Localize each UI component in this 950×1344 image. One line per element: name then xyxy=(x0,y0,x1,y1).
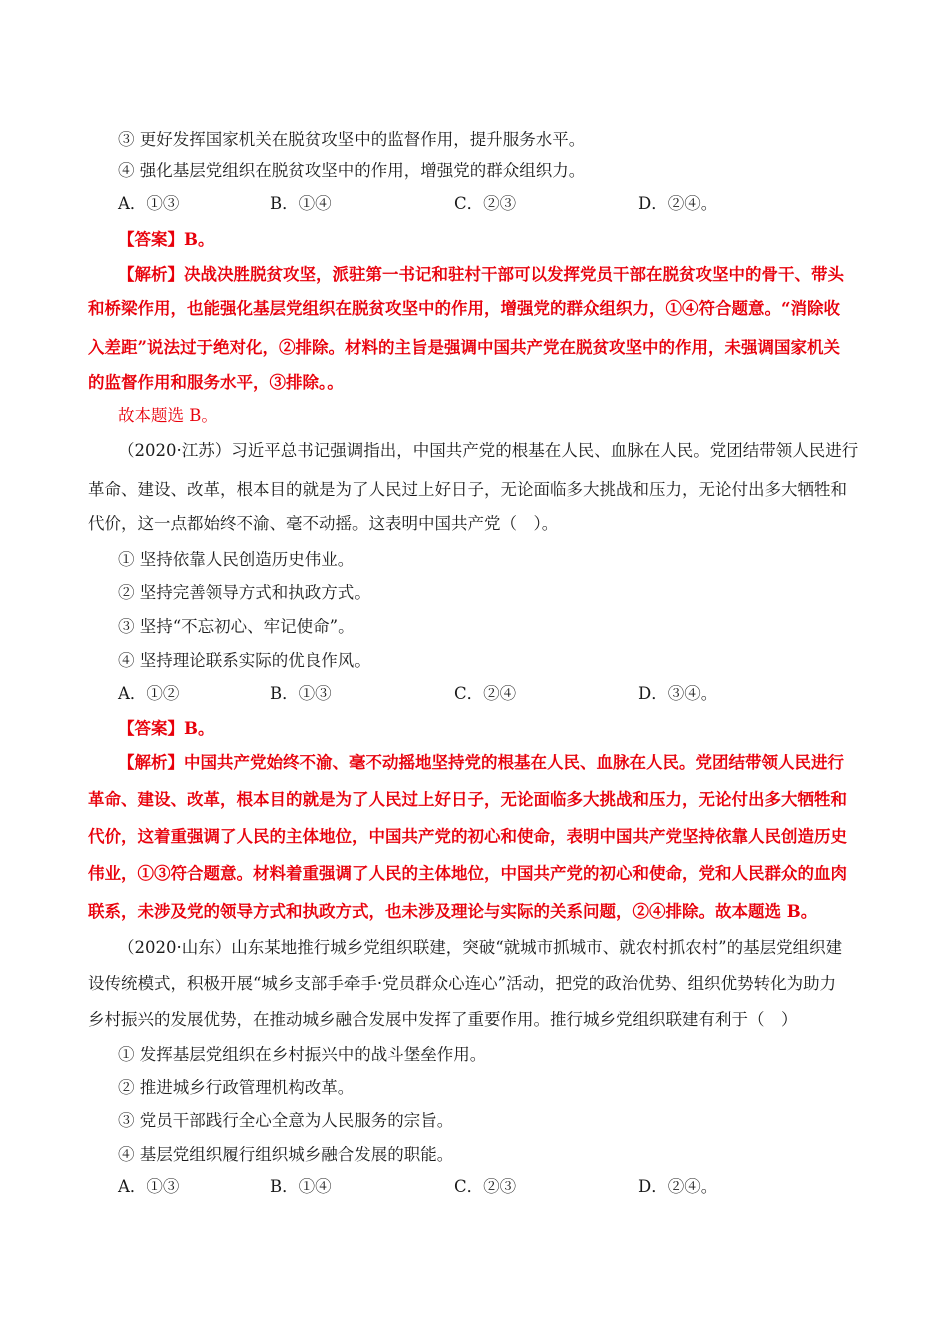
q2-analysis-line-1: 【解析】中国共产党始终不渝、毫不动摇地坚持党的根基在人民、血脉在人民。党团结带领人民进行 xyxy=(118,753,844,772)
q2-stem-line-1: （2020·江苏）习近平总书记强调指出，中国共产党的根基在人民、血脉在人民。党团结带领人民进行 xyxy=(118,441,859,460)
q2-analysis-line-3: 代价，这着重强调了人民的主体地位，中国共产党的初心和使命，表明中国共产党坚持依靠人民创造历史 xyxy=(88,827,847,846)
q1-choice-4: ④ 强化基层党组织在脱贫攻坚中的作用，增强党的群众组织力。 xyxy=(118,161,586,180)
q2-analysis-line-4: 伟业，①③符合题意。材料着重强调了人民的主体地位，中国共产党的初心和使命，党和人民群众的血肉 xyxy=(88,864,847,883)
q1-option-b: B．①④ xyxy=(270,194,332,213)
q1-choice-3: ③ 更好发挥国家机关在脱贫攻坚中的监督作用，提升服务水平。 xyxy=(118,130,586,149)
q2-choice-4: ④ 坚持理论联系实际的优良作风。 xyxy=(118,651,371,670)
q2-analysis-line-2: 革命、建设、改革，根本目的就是为了人民过上好日子，无论面临多大挑战和压力，无论付出多大牺牲和 xyxy=(88,790,847,809)
q3-stem-line-2: 设传统模式，积极开展“城乡支部手牵手·党员群众心连心”活动，把党的政治优势、组织优势转化为助力 xyxy=(88,974,837,993)
q3-option-c: C．②③ xyxy=(454,1177,517,1196)
q1-answer: 【答案】B。 xyxy=(118,230,215,249)
q1-analysis-line-4: 的监督作用和服务水平，③排除。。 xyxy=(88,373,344,392)
q1-option-a: A．①③ xyxy=(118,194,180,213)
q2-choice-2: ② 坚持完善领导方式和执政方式。 xyxy=(118,583,371,602)
q2-analysis-line-5: 联系，未涉及党的领导方式和执政方式，也未涉及理论与实际的关系问题，②④排除。故本题选 B。 xyxy=(88,902,818,921)
q3-option-b: B．①④ xyxy=(270,1177,332,1196)
q2-stem-line-2: 革命、建设、改革，根本目的就是为了人民过上好日子，无论面临多大挑战和压力，无论付出多大牺牲和 xyxy=(88,480,847,499)
q1-analysis-line-1: 【解析】决战决胜脱贫攻坚，派驻第一书记和驻村干部可以发挥党员干部在脱贫攻坚中的骨干、带头 xyxy=(118,265,844,284)
q1-analysis-line-2: 和桥梁作用，也能强化基层党组织在脱贫攻坚中的作用，增强党的群众组织力，①④符合题意。“消除收 xyxy=(88,299,840,318)
q3-option-d: D．②④。 xyxy=(638,1177,718,1196)
q1-conclusion: 故本题选 B。 xyxy=(118,406,218,425)
q2-option-c: C．②④ xyxy=(454,684,517,703)
q2-option-b: B．①③ xyxy=(270,684,332,703)
q2-choice-3: ③ 坚持“不忘初心、牢记使命”。 xyxy=(118,617,355,636)
q3-choice-4: ④ 基层党组织履行组织城乡融合发展的职能。 xyxy=(118,1145,454,1164)
q3-stem-line-1: （2020·山东）山东某地推行城乡党组织联建，突破“就城市抓城市、就农村抓农村”的基层党组织建 xyxy=(118,938,843,957)
q3-stem-line-3: 乡村振兴的发展优势，在推动城乡融合发展中发挥了重要作用。推行城乡党组织联建有利于（ ） xyxy=(88,1010,798,1029)
q3-choice-1: ① 发挥基层党组织在乡村振兴中的战斗堡垒作用。 xyxy=(118,1045,487,1064)
q2-stem-line-3: 代价，这一点都始终不渝、毫不动摇。这表明中国共产党（ ）。 xyxy=(88,514,559,533)
q1-option-d: D．②④。 xyxy=(638,194,718,213)
q1-analysis-line-3: 入差距”说法过于绝对化，②排除。材料的主旨是强调中国共产党在脱贫攻坚中的作用，未强调国家机关 xyxy=(88,338,840,357)
q3-choice-2: ② 推进城乡行政管理机构改革。 xyxy=(118,1078,355,1097)
q1-option-c: C．②③ xyxy=(454,194,517,213)
q2-option-d: D．③④。 xyxy=(638,684,718,703)
q3-option-a: A．①③ xyxy=(118,1177,180,1196)
q2-option-a: A．①② xyxy=(118,684,180,703)
q3-choice-3: ③ 党员干部践行全心全意为人民服务的宗旨。 xyxy=(118,1111,454,1130)
q2-choice-1: ① 坚持依靠人民创造历史伟业。 xyxy=(118,550,355,569)
q2-answer: 【答案】B。 xyxy=(118,719,215,738)
